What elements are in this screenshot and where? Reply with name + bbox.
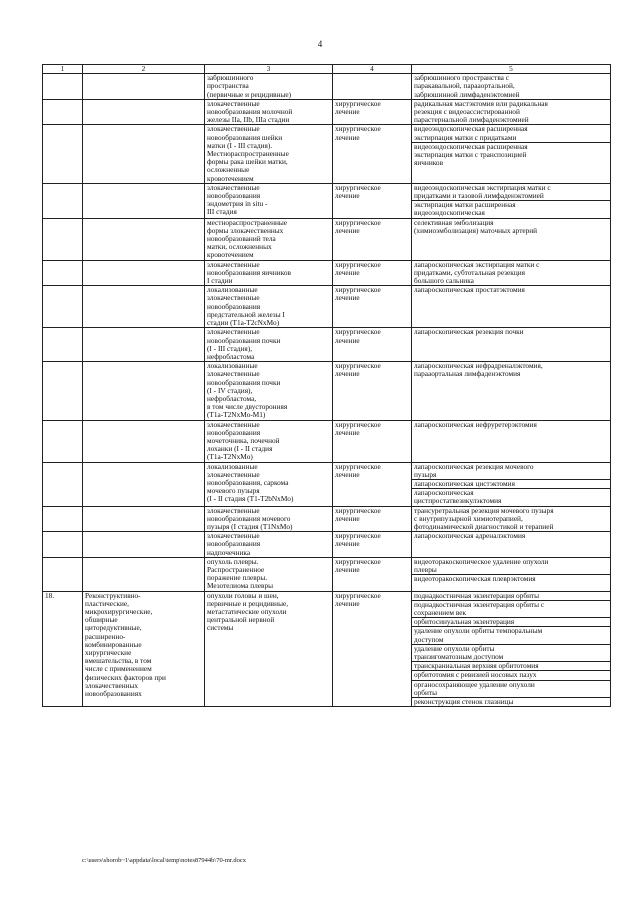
diagnosis-line: (I - II стадия (T1-T2bNxMo) xyxy=(207,494,294,504)
procedure-group-cell xyxy=(83,99,205,125)
method-item xyxy=(412,362,610,378)
procedure-group-line: Реконструктивно- xyxy=(85,590,141,600)
diagnosis-line: новообразования xyxy=(207,301,261,311)
treatment-type-line: лечение xyxy=(335,132,360,142)
procedure-group-line: циторедуктивные, xyxy=(85,623,142,633)
method-line: орбиты xyxy=(414,687,438,697)
diagnosis-line: новообразований тела xyxy=(207,234,276,244)
diagnosis-line: системы xyxy=(207,623,234,633)
diagnosis-cell xyxy=(205,218,333,260)
method-cell xyxy=(412,328,611,362)
method-item xyxy=(412,100,610,125)
procedure-group-line: новообразованиях xyxy=(85,689,142,699)
diagnosis-line: новообразования шейки xyxy=(207,132,283,142)
table-row xyxy=(43,557,611,591)
procedure-group-line: числе с применением xyxy=(85,664,152,674)
method-item xyxy=(412,507,610,532)
row-number-cell xyxy=(43,99,83,125)
procedure-group-line: микрохирургические, xyxy=(85,607,153,616)
method-line: сохранением век xyxy=(414,608,467,617)
diagnosis-cell xyxy=(205,286,333,328)
diagnosis-line: осложненные xyxy=(207,165,250,175)
procedure-group-cell xyxy=(83,125,205,183)
column-header: 5 xyxy=(412,65,611,74)
treatment-type-cell xyxy=(333,420,412,462)
diagnosis-line: новообразования яичников xyxy=(207,267,291,277)
diagnosis-line: злокачественные xyxy=(207,505,260,515)
method-item xyxy=(412,532,610,540)
diagnosis-line: пузыря (I стадия (T1NxMo) xyxy=(207,521,293,531)
procedure-group-cell xyxy=(83,74,205,100)
row-number-cell xyxy=(43,420,83,462)
diagnosis-line: новообразования мочевого xyxy=(207,513,291,523)
diagnosis-line: железы IIa, IIb, IIIa стадии xyxy=(207,115,290,125)
method-line: лапароскопическая нефрадреналэктомия, xyxy=(414,361,543,371)
row-number-cell xyxy=(43,462,83,506)
procedure-group-cell xyxy=(83,260,205,286)
treatment-type-line: хирургическое xyxy=(335,259,381,269)
method-cell xyxy=(412,557,611,591)
method-line: лапароскопическая простатэктомия xyxy=(414,285,525,295)
table-row xyxy=(43,532,611,558)
method-line: поднадкостничная экзентерация орбиты с xyxy=(414,599,545,609)
method-line: видеоэндоскопическая xyxy=(414,208,485,218)
table-row xyxy=(43,591,611,707)
method-item xyxy=(412,201,610,217)
diagnosis-cell xyxy=(205,125,333,183)
row-number-cell xyxy=(43,125,83,183)
diagnosis-cell xyxy=(205,183,333,218)
method-line: большого сальника xyxy=(414,276,474,286)
method-line: парастернальной лимфаденэктомией xyxy=(414,115,529,125)
method-cell xyxy=(412,125,611,183)
treatment-type-line: лечение xyxy=(335,598,360,608)
diagnosis-line: опухоли головы и шеи, xyxy=(207,590,279,600)
procedure-group-line: злокачественных xyxy=(85,680,139,690)
treatment-type-line: лечение xyxy=(335,191,360,201)
row-number-cell xyxy=(43,328,83,362)
method-line: придатками, субтотальная резекция xyxy=(414,267,525,277)
table-row xyxy=(43,99,611,125)
diagnosis-cell xyxy=(205,506,333,532)
procedure-group-line: расширенно- xyxy=(85,631,126,641)
treatment-type-line: лечение xyxy=(335,335,360,345)
treatment-type-line: хирургическое xyxy=(335,461,381,471)
procedure-group-cell xyxy=(83,286,205,328)
diagnosis-line: эндометрия in situ - xyxy=(207,199,268,209)
diagnosis-line: поражение плевры. xyxy=(207,573,268,583)
treatment-type-cell xyxy=(333,506,412,532)
treatment-type-cell xyxy=(333,328,412,362)
table-row xyxy=(43,506,611,532)
method-line: транскраниальная верхняя орбитотомия xyxy=(414,661,539,671)
treatment-type-line: лечение xyxy=(335,293,360,303)
treatment-type-line: хирургическое xyxy=(335,590,381,600)
diagnosis-line: нефробластома, xyxy=(207,393,257,403)
procedure-group-cell xyxy=(83,183,205,218)
diagnosis-line: злокачественные xyxy=(207,259,260,269)
diagnosis-line: опухоль плевры. xyxy=(207,556,259,566)
diagnosis-cell xyxy=(205,362,333,420)
method-item xyxy=(412,463,610,480)
method-item xyxy=(412,286,610,294)
method-item xyxy=(412,421,610,429)
diagnosis-line: новообразования почки xyxy=(207,335,281,345)
diagnosis-line: I стадии xyxy=(207,276,233,286)
diagnosis-line: злокачественные xyxy=(207,419,260,429)
method-item xyxy=(412,489,610,505)
table-row xyxy=(43,362,611,420)
procedure-group-line: хирургические xyxy=(85,648,132,658)
row-number-cell xyxy=(43,183,83,218)
procedure-group-cell xyxy=(83,362,205,420)
treatment-type-line: лечение xyxy=(335,513,360,523)
method-line: лапароскопическая резекция мочевого xyxy=(414,461,534,471)
method-item xyxy=(412,74,610,99)
method-item xyxy=(412,261,610,286)
treatment-type-line: лечение xyxy=(335,539,360,549)
diagnosis-cell xyxy=(205,99,333,125)
method-line: парааортальная лимфаденэктомия xyxy=(414,369,521,379)
diagnosis-line: в том числе двусторонняя xyxy=(207,402,288,412)
treatment-type-line: хирургическое xyxy=(335,361,381,371)
method-line: лапароскопическая резекция почки xyxy=(414,327,524,337)
table-row xyxy=(43,260,611,286)
method-item xyxy=(412,575,610,583)
table-row xyxy=(43,420,611,462)
method-line: видеоторакоскопическое удаление опухоли xyxy=(414,556,549,566)
row-number-cell xyxy=(43,506,83,532)
treatment-type-cell xyxy=(333,99,412,125)
diagnosis-line: предстательной железы I xyxy=(207,309,285,319)
method-cell xyxy=(412,462,611,506)
diagnosis-cell xyxy=(205,74,333,100)
method-line: видеоторакоскопическая плеврэктомия xyxy=(414,574,536,584)
column-header: 4 xyxy=(333,65,412,74)
treatment-type-line: хирургическое xyxy=(335,124,381,134)
diagnosis-line: мочевого пузыря xyxy=(207,486,260,496)
method-item xyxy=(412,184,610,201)
method-line: забрюшинного пространства с xyxy=(414,73,509,83)
treatment-type-line: хирургическое xyxy=(335,505,381,515)
procedure-group-line: физических факторов при xyxy=(85,672,166,682)
diagnosis-line: злокачественные xyxy=(207,531,260,541)
method-line: забрюшинной лимфаденэктомией xyxy=(414,89,520,99)
method-line: резекция с видеоассистированной xyxy=(414,107,520,117)
treatment-type-line: лечение xyxy=(335,427,360,437)
table-body xyxy=(43,65,611,707)
method-line: экстирпация матки с придатками xyxy=(414,132,517,142)
treatment-type-cell xyxy=(333,557,412,591)
diagnosis-cell xyxy=(205,260,333,286)
diagnosis-cell xyxy=(205,532,333,558)
header-row xyxy=(43,65,611,74)
method-item xyxy=(412,328,610,336)
row-number-cell xyxy=(43,218,83,260)
method-item xyxy=(412,601,610,618)
treatment-type-line: хирургическое xyxy=(335,98,381,108)
diagnosis-line: локализованные xyxy=(207,285,258,295)
method-item xyxy=(412,125,610,142)
treatment-type-cell xyxy=(333,591,412,707)
treatment-type-cell xyxy=(333,286,412,328)
method-cell xyxy=(412,218,611,260)
row-number-cell xyxy=(43,532,83,558)
diagnosis-line: забрюшинного xyxy=(207,73,254,83)
file-path-footer: c:\users\shorob~1\appdata\local\temp\notes87944b\70-mr.docx xyxy=(82,857,246,864)
method-line: пузыря xyxy=(414,469,437,479)
treatment-type-cell xyxy=(333,125,412,183)
diagnosis-line: злокачественные xyxy=(207,98,260,108)
treatment-type-line: хирургическое xyxy=(335,531,381,541)
row-number-cell xyxy=(43,74,83,100)
diagnosis-line: (I - III стадия), xyxy=(207,343,253,353)
method-line: лапароскопическая адреналэктомия xyxy=(414,531,526,541)
table-row xyxy=(43,328,611,362)
method-line: экстирпация матки с транспозицией xyxy=(414,150,527,160)
method-line: лапароскопическая цистэктомия xyxy=(414,478,515,488)
procedure-group-cell xyxy=(83,591,205,707)
procedure-group-line: обширные xyxy=(85,615,118,625)
method-item xyxy=(412,627,610,644)
diagnosis-line: новообразования, саркома xyxy=(207,477,289,487)
diagnosis-line: злокачественные xyxy=(207,293,260,303)
diagnosis-line: (первичные и рецидивные) xyxy=(207,89,292,99)
treatment-type-line: хирургическое xyxy=(335,217,381,227)
procedure-group-cell xyxy=(83,532,205,558)
diagnosis-line: локализованные xyxy=(207,461,258,471)
diagnosis-line: Распространенное xyxy=(207,564,265,574)
method-cell xyxy=(412,532,611,558)
method-item xyxy=(412,558,610,575)
method-line: экстирпация матки расширенная xyxy=(414,200,516,210)
method-line: с внутрипузырной химиотерапией, xyxy=(414,513,523,523)
diagnosis-line: матки, осложненных xyxy=(207,242,272,252)
method-line: доступом xyxy=(414,634,444,644)
treatment-type-line: хирургическое xyxy=(335,556,381,566)
treatment-type-cell xyxy=(333,260,412,286)
method-line: яичников xyxy=(414,158,444,168)
treatment-type-cell xyxy=(333,532,412,558)
method-line: видеоэндоскопическая расширенная xyxy=(414,124,528,134)
diagnosis-line: Местнораспространенные xyxy=(207,149,289,159)
method-line: орбитотомия с ревизией носовых пазух xyxy=(414,670,537,680)
method-line: видеоэндоскопическая экстирпация матки с xyxy=(414,182,551,192)
method-item xyxy=(412,143,610,168)
diagnosis-line: формы злокачественных xyxy=(207,225,284,235)
method-line: лапароскопическая нефруретерэктомия xyxy=(414,419,537,429)
diagnosis-line: злокачественные xyxy=(207,124,260,134)
diagnosis-line: новообразования xyxy=(207,539,261,549)
procedure-group-cell xyxy=(83,328,205,362)
diagnosis-line: стадии (T1a-T2cNxMo) xyxy=(207,318,280,328)
row-number-cell xyxy=(43,286,83,328)
diagnosis-line: нефробластома xyxy=(207,351,255,361)
method-item xyxy=(412,219,610,235)
table-row xyxy=(43,462,611,506)
treatment-type-line: лечение xyxy=(335,107,360,117)
diagnosis-line: (T1a-T2NxMo) xyxy=(207,452,253,462)
method-line: паракавальной, парааортальной, xyxy=(414,81,515,91)
table-row xyxy=(43,125,611,183)
method-cell xyxy=(412,506,611,532)
diagnosis-line: новообразования xyxy=(207,191,261,201)
procedure-group-line: комбинированные xyxy=(85,639,142,649)
treatment-type-line: лечение xyxy=(335,469,360,479)
diagnosis-cell xyxy=(205,591,333,707)
column-header: 2 xyxy=(83,65,205,74)
diagnosis-line: злокачественные xyxy=(207,327,260,337)
diagnosis-line: (T1a-T2NxMo-M1) xyxy=(207,410,266,420)
method-line: селективная эмболизация xyxy=(414,217,494,227)
diagnosis-line: новообразования молочной xyxy=(207,107,293,117)
treatment-type-line: лечение xyxy=(335,564,360,574)
diagnosis-line: первичные и рецидивные, xyxy=(207,598,289,608)
method-item xyxy=(412,681,610,698)
diagnosis-line: метастатические опухоли xyxy=(207,607,287,616)
diagnosis-cell xyxy=(205,420,333,462)
diagnosis-cell xyxy=(205,328,333,362)
method-line: удаление опухоли орбиты xyxy=(414,643,495,653)
diagnosis-line: пространства xyxy=(207,81,249,91)
table-row xyxy=(43,74,611,100)
procedure-group-cell xyxy=(83,420,205,462)
diagnosis-cell xyxy=(205,462,333,506)
method-line: транзигоматозным доступом xyxy=(414,652,504,662)
diagnosis-line: новообразования xyxy=(207,427,261,437)
treatment-type-line: хирургическое xyxy=(335,182,381,192)
procedure-group-cell xyxy=(83,557,205,591)
method-cell xyxy=(412,591,611,707)
page-number: 4 xyxy=(317,39,323,49)
diagnosis-line: кровотечением xyxy=(207,250,254,260)
method-line: фотодинамической диагностикой и терапией xyxy=(414,521,554,531)
treatment-type-cell xyxy=(333,183,412,218)
method-line: плевры xyxy=(414,564,437,574)
method-cell xyxy=(412,183,611,218)
column-header: 3 xyxy=(205,65,333,74)
procedures-table xyxy=(42,64,611,707)
table-row xyxy=(43,218,611,260)
method-line: реконструкция стенок глазницы xyxy=(414,697,514,707)
diagnosis-line: (I - IV стадия), xyxy=(207,385,253,395)
method-line: орбитосинуальная экзентерация xyxy=(414,617,515,627)
method-item xyxy=(412,645,610,662)
method-line: поднадкостничная экзентерация орбиты xyxy=(414,590,540,600)
treatment-type-line: лечение xyxy=(335,267,360,277)
treatment-type-cell xyxy=(333,362,412,420)
treatment-type-cell xyxy=(333,74,412,100)
treatment-type-line: хирургическое xyxy=(335,327,381,337)
method-line: радикальная мастэктомия или радикальная xyxy=(414,98,548,108)
diagnosis-line: мочеточника, почечной xyxy=(207,435,280,445)
method-line: удаление опухоли орбиты темпоральным xyxy=(414,626,543,636)
diagnosis-line: локализованные xyxy=(207,361,258,371)
diagnosis-line: местнораспространенные xyxy=(207,217,288,227)
treatment-type-line: хирургическое xyxy=(335,419,381,429)
method-cell xyxy=(412,286,611,328)
diagnosis-line: матки (I - III стадия). xyxy=(207,140,273,150)
diagnosis-line: злокачественные xyxy=(207,182,260,192)
row-number-cell: 18. xyxy=(43,591,83,707)
method-cell xyxy=(412,420,611,462)
method-cell xyxy=(412,362,611,420)
treatment-type-line: лечение xyxy=(335,369,360,379)
procedure-group-line: пластические, xyxy=(85,598,129,608)
diagnosis-line: надпочечника xyxy=(207,547,251,557)
diagnosis-line: центральной нервной xyxy=(207,615,275,625)
diagnosis-line: злокачественные xyxy=(207,369,260,379)
table-row xyxy=(43,183,611,218)
treatment-type-line: хирургическое xyxy=(335,285,381,295)
method-line: (химиоэмболизация) маточных артерий xyxy=(414,225,538,235)
method-line: лапароскопическая экстирпация матки с xyxy=(414,259,540,269)
method-cell xyxy=(412,99,611,125)
procedure-group-line: вмешательства, в том xyxy=(85,656,152,666)
diagnosis-line: новообразования почки xyxy=(207,377,281,387)
method-line: видеоэндоскопическая расширенная xyxy=(414,141,528,151)
row-number-cell xyxy=(43,557,83,591)
diagnosis-line: Мезотелиома плевры xyxy=(207,581,274,591)
diagnosis-line: III стадия xyxy=(207,207,237,217)
diagnosis-line: кровотечением xyxy=(207,173,254,183)
method-item xyxy=(412,698,610,706)
procedure-group-cell xyxy=(83,462,205,506)
method-cell xyxy=(412,260,611,286)
row-number-cell xyxy=(43,260,83,286)
method-line: цистпростатвезикулэктомия xyxy=(414,496,502,506)
row-number-cell xyxy=(43,362,83,420)
method-line: органосохраняющее удаление опухоли xyxy=(414,679,535,689)
table-row xyxy=(43,286,611,328)
treatment-type-cell xyxy=(333,218,412,260)
column-header: 1 xyxy=(43,65,83,74)
diagnosis-line: формы рака шейки матки, xyxy=(207,157,288,167)
diagnosis-line: лоханки (I - II стадия xyxy=(207,444,273,454)
diagnosis-cell xyxy=(205,557,333,591)
method-line: трансуретральная резекция мочевого пузыря xyxy=(414,505,554,515)
procedure-group-cell xyxy=(83,506,205,532)
method-cell xyxy=(412,74,611,100)
procedure-group-cell xyxy=(83,218,205,260)
method-line: придатками и тазовой лимфаденэктомией xyxy=(414,191,544,201)
diagnosis-line: злокачественные xyxy=(207,469,260,479)
method-line: лапароскопическая xyxy=(414,488,474,498)
treatment-type-line: лечение xyxy=(335,225,360,235)
treatment-type-cell xyxy=(333,462,412,506)
